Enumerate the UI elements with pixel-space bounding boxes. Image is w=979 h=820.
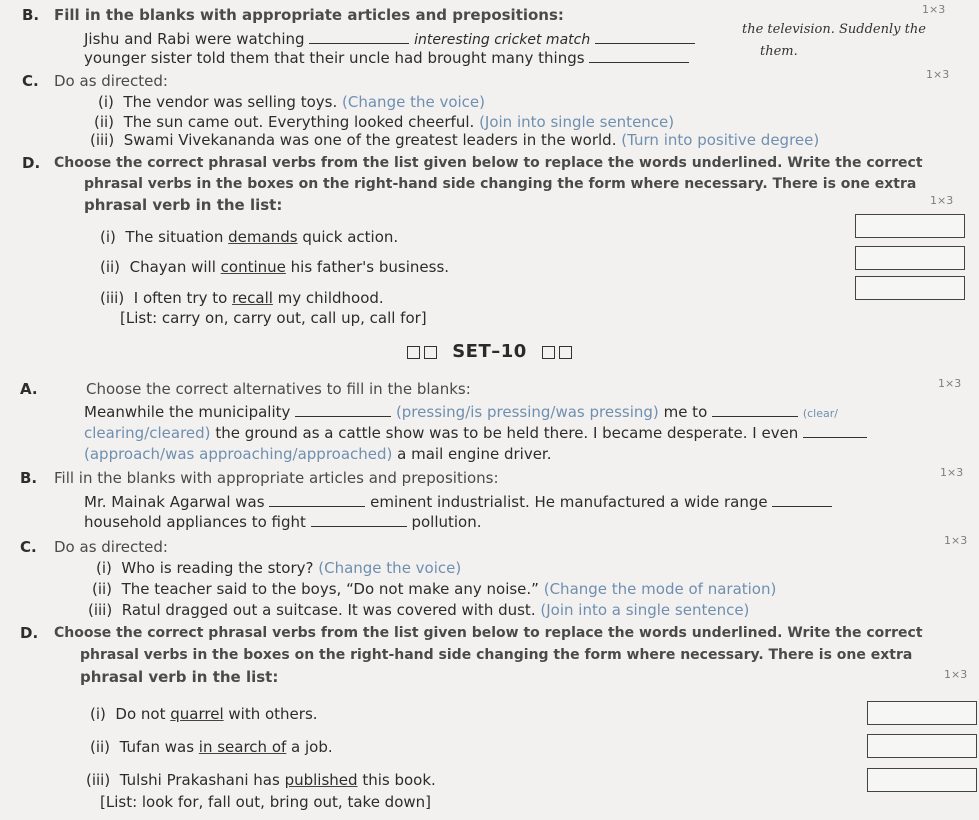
answer-box[interactable] — [855, 246, 965, 270]
question-text: clearing/cleared) the ground as a cattle show was to be held there. I became desperate. I even — [84, 424, 867, 443]
phrasal-verb-list: [List: carry on, carry out, call up, call for] — [120, 309, 427, 327]
answer-blank[interactable] — [589, 50, 689, 63]
question-heading: Fill in the blanks with appropriate articles and prepositions: — [54, 6, 564, 24]
answer-blank[interactable] — [772, 494, 832, 507]
question-label-d: D. — [22, 154, 41, 172]
question-heading: Choose the correct phrasal verbs from the list given below to replace the words underlined. Write the correct — [54, 625, 923, 641]
handwritten-answer: them. — [760, 44, 798, 59]
question-heading: Choose the correct alternatives to fill in the blanks: — [86, 380, 471, 398]
question-heading: Do as directed: — [54, 72, 168, 90]
marks-indicator: 1×3 — [944, 534, 968, 547]
question-label-b: B. — [22, 6, 40, 24]
question-heading: phrasal verb in the list: — [80, 668, 279, 686]
question-heading: Choose the correct phrasal verbs from the list given below to replace the words underlined. Write the correct — [54, 155, 923, 171]
question-label-c: C. — [22, 72, 39, 90]
text-segment: younger sister told them that their uncle had brought many things — [84, 49, 585, 67]
answer-box[interactable] — [855, 276, 965, 300]
question-text: Mr. Mainak Agarwal was eminent industrialist. He manufactured a wide range — [84, 493, 832, 512]
answer-blank[interactable] — [803, 425, 867, 438]
list-item: (i) The vendor was selling toys. (Change the voice) — [98, 93, 486, 111]
answer-blank[interactable] — [269, 494, 365, 507]
question-text: (approach/was approaching/approached) a mail engine driver. — [84, 445, 552, 463]
answer-box[interactable] — [867, 701, 977, 725]
question-heading: Fill in the blanks with appropriate articles and prepositions: — [54, 469, 499, 487]
question-label-c: C. — [20, 538, 37, 556]
list-item: (ii) Chayan will continue his father's business. — [100, 258, 450, 276]
marks-indicator: 1×3 — [930, 194, 954, 207]
question-heading: Do as directed: — [54, 538, 168, 556]
question-heading: phrasal verbs in the boxes on the right-hand side changing the form where necessary. There is one extra — [80, 647, 913, 663]
list-item: (iii) Swami Vivekananda was one of the greatest leaders in the world. (Turn into positive degree) — [90, 131, 820, 149]
question-heading: phrasal verbs in the boxes on the right-hand side changing the form where necessary. There is one extra — [84, 176, 917, 192]
set-title: SET–10 — [0, 341, 979, 362]
question-label-d: D. — [20, 624, 39, 642]
answer-box[interactable] — [867, 768, 977, 792]
list-item: (i) Do not quarrel with others. — [90, 705, 318, 723]
question-text: household appliances to fight pollution. — [84, 513, 482, 531]
answer-blank[interactable] — [311, 514, 407, 527]
marks-indicator: 1×3 — [926, 68, 950, 81]
question-label-b: B. — [20, 469, 38, 487]
list-item: (ii) Tufan was in search of a job. — [90, 738, 333, 756]
list-item: (iii) Ratul dragged out a suitcase. It was covered with dust. (Join into a single sentence) — [88, 601, 750, 619]
phrasal-verb-list: [List: look for, fall out, bring out, take down] — [100, 793, 432, 811]
marks-indicator: 1×3 — [940, 466, 964, 479]
list-item: (iii) Tulshi Prakashani has published this book. — [86, 771, 436, 789]
list-item: (ii) The sun came out. Everything looked cheerful. (Join into single sentence) — [94, 113, 675, 131]
answer-blank[interactable] — [295, 404, 391, 417]
answer-box[interactable] — [855, 214, 965, 238]
question-text — [84, 30, 695, 50]
answer-blank[interactable] — [595, 31, 695, 44]
text-segment: interesting cricket match — [414, 32, 591, 48]
answer-blank[interactable] — [309, 31, 409, 44]
marks-indicator: 1×3 — [922, 3, 946, 16]
question-text — [84, 49, 689, 68]
list-item: (i) Who is reading the story? (Change the voice) — [96, 559, 462, 577]
list-item: (iii) I often try to recall my childhood. — [100, 289, 384, 307]
answer-box[interactable] — [867, 734, 977, 758]
list-item: (ii) The teacher said to the boys, “Do not make any noise.” (Change the mode of naration) — [92, 580, 777, 598]
handwritten-answer: the television. Suddenly the — [742, 22, 926, 37]
question-text: Meanwhile the municipality (pressing/is pressing/was pressing) me to (clear/ — [84, 403, 838, 421]
question-heading: phrasal verb in the list: — [84, 196, 283, 214]
marks-indicator: 1×3 — [938, 377, 962, 390]
marks-indicator: 1×3 — [944, 668, 968, 681]
text-segment: Jishu and Rabi were watching — [84, 30, 305, 48]
answer-blank[interactable] — [712, 404, 798, 417]
question-label-a: A. — [20, 380, 38, 398]
list-item: (i) The situation demands quick action. — [100, 228, 399, 246]
